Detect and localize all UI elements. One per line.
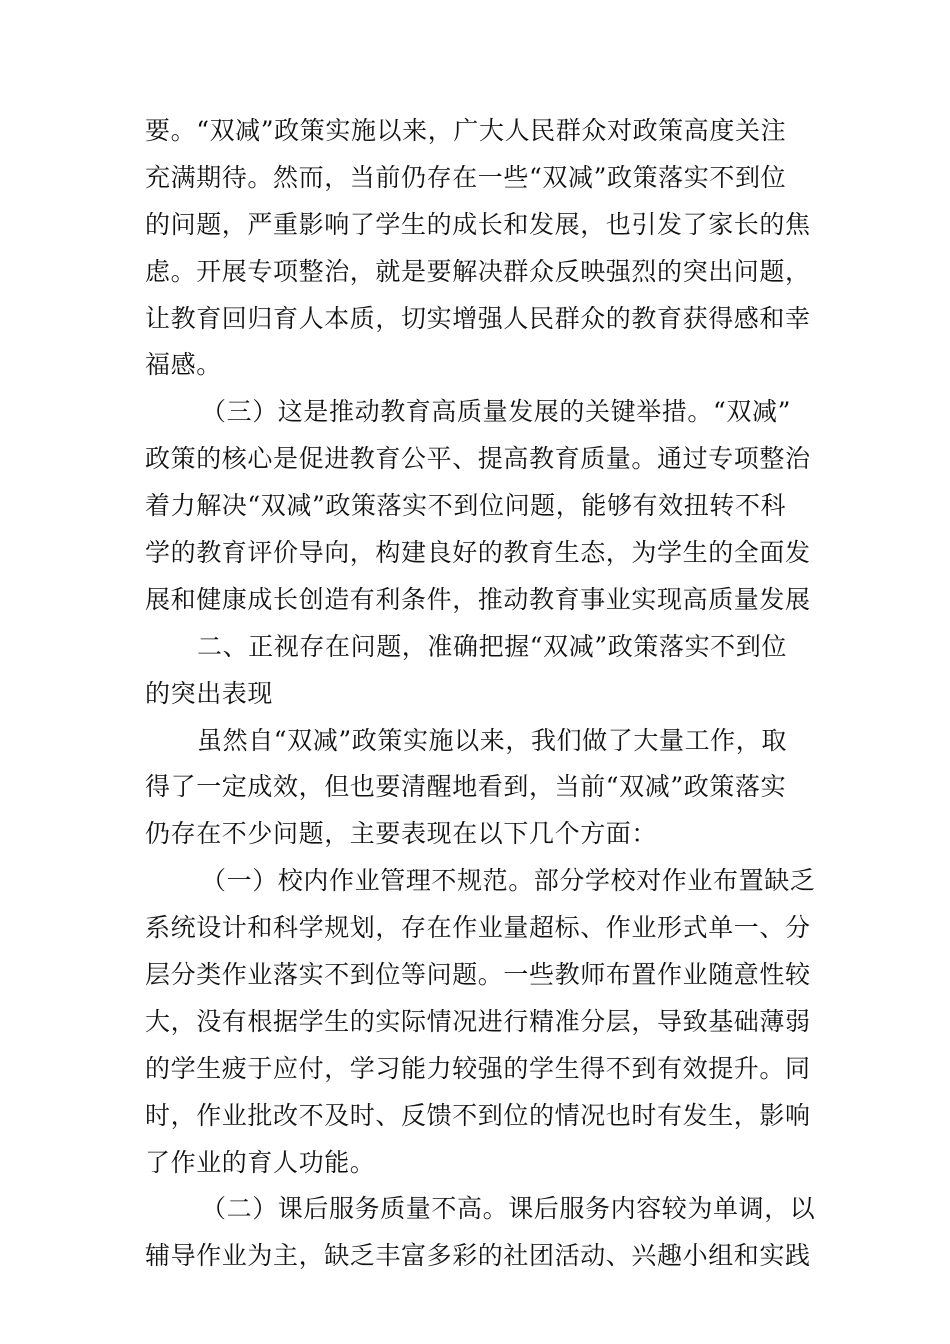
text-line: 着力解决“双减”政策落实不到位问题，能够有效扭转不科 — [145, 491, 787, 521]
text-line: 学的教育评价导向，构建良好的教育生态，为学生的全面发 — [145, 538, 811, 568]
text-line: 虑。开展专项整治，就是要解决群众反映强烈的突出问题， — [145, 256, 811, 286]
text-line: （二）课后服务质量不高。课后服务内容较为单调，以 — [201, 1194, 816, 1224]
text-line: （一）校内作业管理不规范。部分学校对作业布置缺乏 — [201, 866, 816, 896]
document-body — [145, 108, 816, 1280]
text-line: 辅导作业为主，缺乏丰富多彩的社团活动、兴趣小组和实践 — [145, 1241, 811, 1271]
text-line: 得了一定成效，但也要清醒地看到，当前“双减”政策落实 — [145, 772, 787, 802]
text-line: 仍存在不少问题，主要表现在以下几个方面： — [145, 819, 658, 849]
text-line: 了作业的育人功能。 — [145, 1147, 376, 1177]
text-line: 时，作业批改不及时、反馈不到位的情况也时有发生，影响 — [145, 1100, 811, 1130]
text-line: 虽然自“双减”政策实施以来，我们做了大量工作，取 — [197, 725, 787, 755]
text-line: 福感。 — [145, 350, 222, 380]
text-line: 系统设计和科学规划，存在作业量超标、作业形式单一、分 — [145, 913, 811, 943]
text-line: （三）这是推动教育高质量发展的关键举措。“双减” — [201, 397, 791, 427]
section-heading-line: 的突出表现 — [145, 678, 274, 708]
text-line: 充满期待。然而，当前仍存在一些“双减”政策落实不到位 — [145, 162, 787, 192]
text-line: 的问题，严重影响了学生的成长和发展，也引发了家长的焦 — [145, 209, 811, 239]
text-line: 的学生疲于应付，学习能力较强的学生得不到有效提升。同 — [145, 1053, 811, 1083]
text-line: 让教育回归育人本质，切实增强人民群众的教育获得感和幸 — [145, 303, 811, 333]
text-line: 大，没有根据学生的实际情况进行精准分层，导致基础薄弱 — [145, 1006, 811, 1036]
text-line: 要。“双减”政策实施以来，广大人民群众对政策高度关注 — [145, 116, 787, 145]
text-line: 展和健康成长创造有利条件，推动教育事业实现高质量发展 — [145, 584, 811, 614]
text-line: 政策的核心是促进教育公平、提高教育质量。通过专项整治 — [145, 444, 811, 474]
section-heading-line: 二、正视存在问题，准确把握“双减”政策落实不到位 — [197, 631, 787, 661]
text-line: 层分类作业落实不到位等问题。一些教师布置作业随意性较 — [145, 960, 811, 990]
